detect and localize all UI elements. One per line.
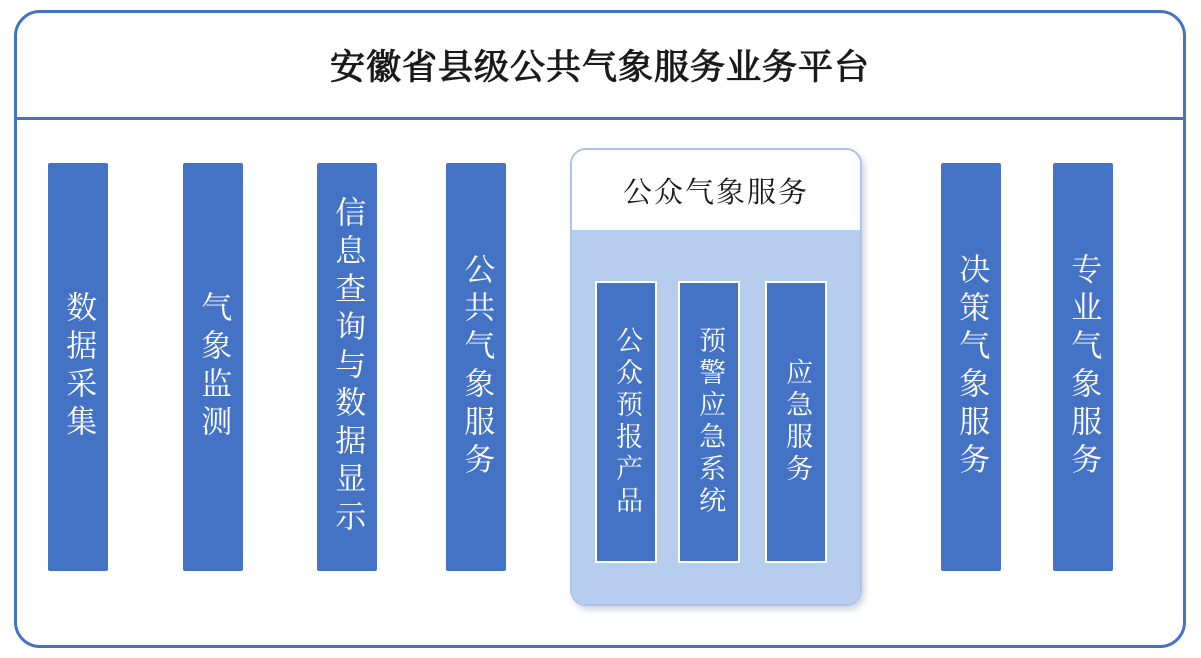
pillar-label: 决策气象服务 [953, 253, 990, 481]
group-header [572, 150, 860, 230]
inner-pillar-label: 公众预报产品 [611, 326, 643, 518]
pillar-data-collection[interactable] [48, 163, 108, 571]
inner-pillar-public-forecast-products[interactable] [595, 281, 657, 563]
inner-pillar-warning-emergency-system[interactable] [678, 281, 740, 563]
page-title: 安徽省县级公共气象服务业务平台 [329, 48, 870, 88]
pillar-professional-weather-service[interactable] [1053, 163, 1113, 571]
pillar-decision-weather-service[interactable] [941, 163, 1001, 571]
pillar-label: 数据采集 [60, 291, 97, 443]
pillar-public-weather-service[interactable] [446, 163, 506, 571]
group-header-label: 公众气象服务 [622, 174, 809, 209]
pillar-weather-monitoring[interactable] [183, 163, 243, 571]
pillar-label: 公共气象服务 [458, 253, 495, 481]
inner-pillar-label: 应急服务 [781, 358, 813, 486]
title-band [17, 13, 1183, 120]
pillar-label: 信息查询与数据显示 [329, 196, 366, 538]
pillar-info-query-display[interactable] [317, 163, 377, 571]
inner-pillar-emergency-service[interactable] [765, 281, 827, 563]
inner-pillar-label: 预警应急系统 [694, 326, 726, 518]
pillar-label: 气象监测 [195, 291, 232, 443]
pillar-label: 专业气象服务 [1065, 253, 1102, 481]
